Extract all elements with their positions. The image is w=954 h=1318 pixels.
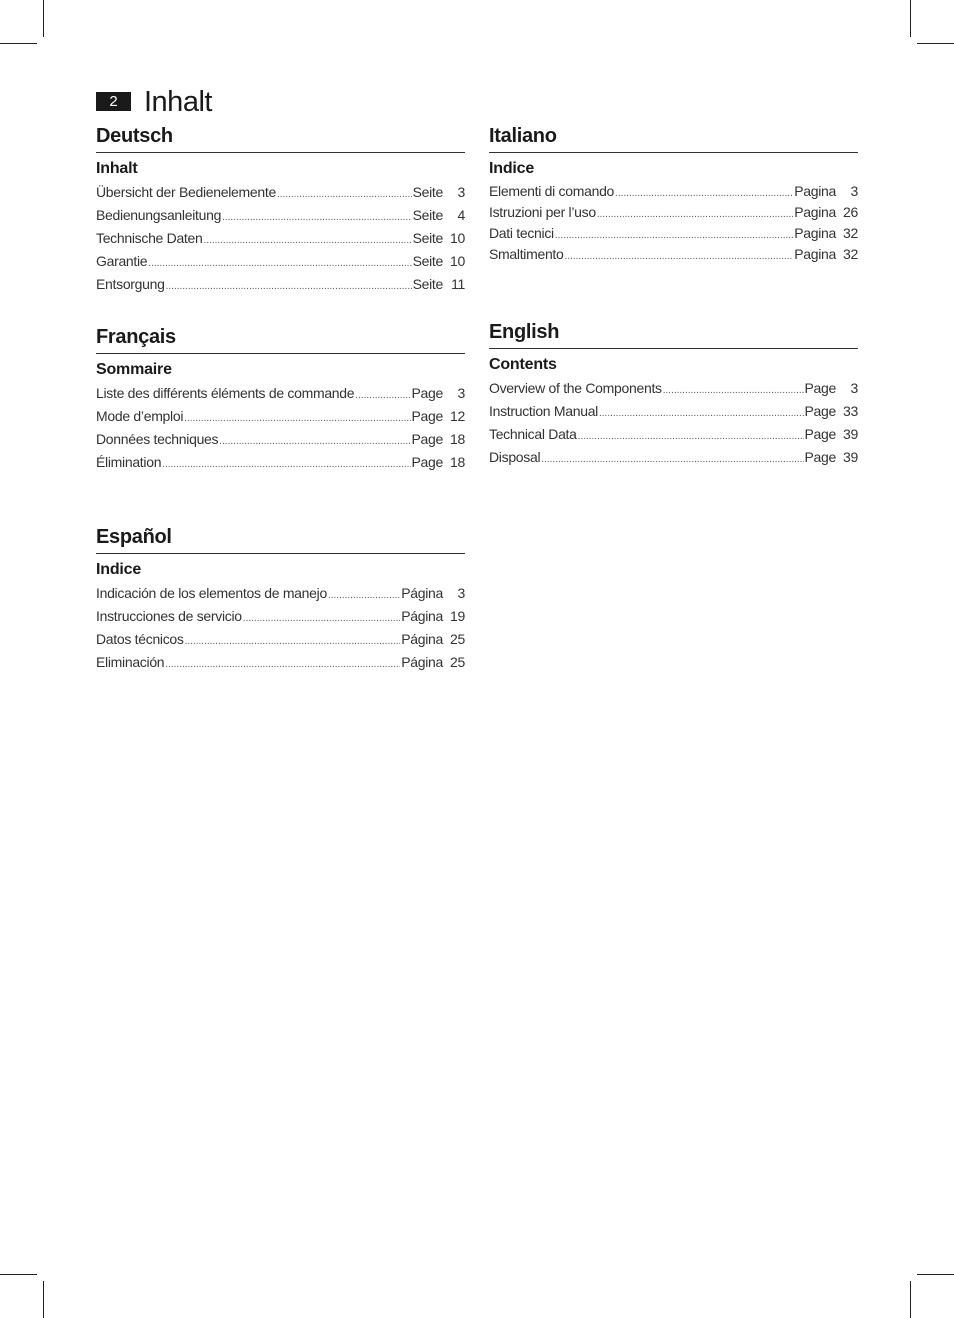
dot-leader [663,381,804,401]
dot-leader [599,404,804,424]
toc-entry[interactable] [96,606,465,629]
toc-entry-page-number: 39 [843,426,858,442]
toc-entry[interactable] [96,429,465,452]
language-heading: Italiano [489,123,858,153]
toc-entry-page-number: 11 [451,276,465,292]
toc-entry-title: Smaltimento [489,246,564,262]
toc-entry-page-number: 18 [450,431,465,447]
toc-entry-page-number: 4 [457,207,465,223]
toc-entry-page-number: 10 [450,253,465,269]
toc-entry[interactable] [489,182,858,203]
toc-entry-page-number: 3 [850,183,858,199]
toc-entry-title: Overview of the Components [489,380,662,396]
language-heading: Deutsch [96,123,465,153]
toc-entry-page-word: Página [401,631,443,647]
toc-entry[interactable] [96,274,465,297]
language-heading: English [489,319,858,349]
crop-mark [43,1281,44,1318]
toc-entry-page-word: Página [401,654,443,670]
crop-mark [910,0,911,37]
dot-leader [166,277,412,297]
toc-entry-page-word: Page [804,449,836,465]
crop-mark [0,1274,37,1275]
toc-entry-page-number: 26 [843,204,858,220]
toc-entry-page-word: Page [411,454,443,470]
toc-heading: Inhalt [96,160,138,177]
section-francais [96,324,465,475]
toc-entry[interactable] [96,251,465,274]
toc-entry-page-word: Pagina [794,225,836,241]
toc-entry-page-number: 25 [450,631,465,647]
toc-entry-title: Technische Daten [96,230,203,246]
toc-entry[interactable] [96,205,465,228]
toc-entry-page-word: Seite [412,253,443,269]
toc-entry-title: Eliminación [96,654,165,670]
toc-entry-title: Datos técnicos [96,631,184,647]
toc-entry-title: Dati tecnici [489,225,554,241]
toc-entry-title: Istruzioni per l’uso [489,204,596,220]
toc-list [489,182,858,266]
dot-leader [165,655,400,675]
toc-entry-page-number: 25 [450,654,465,670]
toc-entry-title: Données techniques [96,431,219,447]
crop-mark [0,43,37,44]
dot-leader [578,427,804,447]
toc-entry-page-number: 3 [457,184,465,200]
toc-entry-title: Instruction Manual [489,403,598,419]
dot-leader [148,254,411,274]
dot-leader [219,432,410,452]
toc-entry-page-number: 19 [450,608,465,624]
toc-entry-title: Garantie [96,253,148,269]
toc-entry[interactable] [96,629,465,652]
toc-entry[interactable] [96,383,465,406]
toc-entry[interactable] [96,452,465,475]
dot-leader [541,450,803,470]
toc-entry-page-word: Page [804,426,836,442]
language-heading: Français [96,324,465,354]
section-italiano [489,123,858,266]
toc-entry-title: Übersicht der Bedienelemente [96,184,276,200]
toc-entry-page-word: Pagina [794,246,836,262]
toc-entry-page-word: Seite [412,184,443,200]
dot-leader [355,386,410,406]
toc-entry-page-word: Page [411,408,443,424]
toc-heading: Indice [96,561,142,578]
toc-list [96,583,465,675]
toc-list [96,383,465,475]
toc-entry-title: Disposal [489,449,541,465]
toc-entry-page-word: Página [401,608,443,624]
toc-entry-title: Entsorgung [96,276,165,292]
toc-heading: Sommaire [96,361,172,378]
dot-leader [162,455,410,475]
toc-entry[interactable] [489,424,858,447]
dot-leader [597,205,793,224]
toc-list [96,182,465,297]
toc-entry-page-word: Seite [412,207,443,223]
dot-leader [277,185,412,205]
toc-entry-page-number: 3 [850,380,858,396]
toc-entry-page-number: 3 [457,385,465,401]
toc-entry-title: Technical Data [489,426,577,442]
toc-entry[interactable] [96,652,465,675]
toc-entry-page-word: Page [411,385,443,401]
toc-entry-title: Elementi di comando [489,183,615,199]
toc-entry[interactable] [96,406,465,429]
section-espanol [96,524,465,675]
dot-leader [328,586,400,606]
toc-entry[interactable] [489,447,858,470]
toc-entry-page-word: Page [411,431,443,447]
dot-leader [615,184,793,203]
dot-leader [222,208,411,228]
dot-leader [184,409,410,429]
dot-leader [243,609,400,629]
section-english [489,319,858,470]
toc-entry-page-word: Pagina [794,204,836,220]
crop-mark [917,1274,954,1275]
page-title: Inhalt [144,86,212,118]
toc-entry-page-number: 10 [450,230,465,246]
toc-entry-title: Instrucciones de servicio [96,608,242,624]
toc-entry-page-word: Page [804,403,836,419]
crop-mark [43,0,44,37]
toc-entry-page-number: 32 [843,225,858,241]
toc-entry-page-number: 32 [843,246,858,262]
dot-leader [185,632,401,652]
toc-entry-title: Indicación de los elementos de manejo [96,585,327,601]
toc-entry[interactable] [489,203,858,224]
toc-entry-page-number: 33 [843,403,858,419]
toc-entry-page-word: Página [401,585,443,601]
toc-heading: Contents [489,356,557,373]
toc-entry-page-number: 12 [450,408,465,424]
toc-entry-title: Bedienungsanleitung [96,207,222,223]
toc-entry[interactable] [489,378,858,401]
toc-entry-title: Liste des différents éléments de commande [96,385,355,401]
toc-entry-page-number: 3 [457,585,465,601]
section-deutsch [96,123,465,297]
dot-leader [565,247,794,266]
crop-mark [917,43,954,44]
toc-entry[interactable] [489,401,858,424]
toc-entry[interactable] [96,228,465,251]
toc-list [489,378,858,470]
toc-entry-page-word: Pagina [794,183,836,199]
dot-leader [204,231,412,251]
toc-heading: Indice [489,160,535,177]
toc-entry-page-word: Page [804,380,836,396]
page-number: 2 [96,92,131,111]
toc-entry-title: Élimination [96,454,162,470]
toc-entry-page-number: 18 [450,454,465,470]
toc-entry[interactable] [96,182,465,205]
toc-entry[interactable] [96,583,465,606]
toc-entry-title: Mode d’emploi [96,408,184,424]
toc-entry-page-word: Seite [412,230,443,246]
crop-mark [910,1281,911,1318]
dot-leader [555,226,793,245]
toc-entry-page-number: 39 [843,449,858,465]
language-heading: Español [96,524,465,554]
toc-entry[interactable] [489,245,858,266]
toc-entry[interactable] [489,224,858,245]
toc-entry-page-word: Seite [412,276,443,292]
